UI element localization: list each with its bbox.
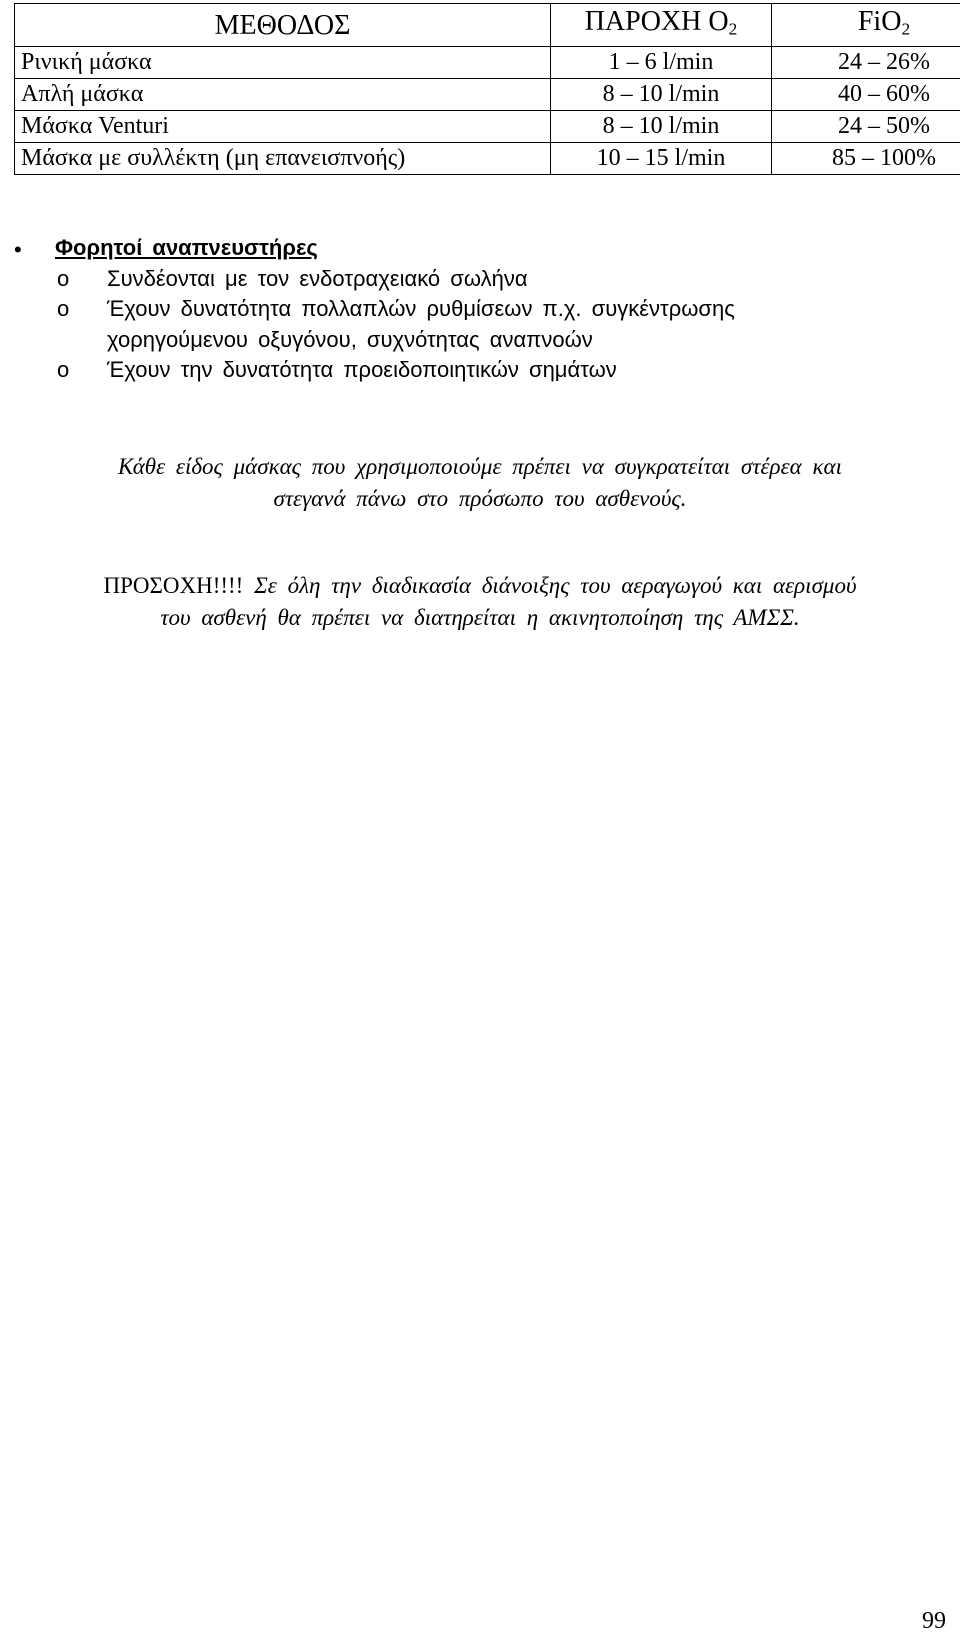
warning-line bbox=[24, 570, 936, 602]
cell-fio2: 24 – 26% bbox=[772, 47, 960, 79]
cell-method: Μάσκα Venturi bbox=[15, 111, 551, 143]
note-line: στεγανά πάνω στο πρόσωπο του ασθενούς. bbox=[273, 486, 687, 511]
cell-method: Ρινική μάσκα bbox=[15, 47, 551, 79]
circle-bullet-icon: o bbox=[57, 357, 70, 382]
cell-fio2: 24 – 50% bbox=[772, 111, 960, 143]
warning-lead: ΠΡΟΣΟΧΗ!!!! bbox=[103, 573, 244, 598]
list-item-text: Έχουν την δυνατότητα προειδοποιητικών σημάτων bbox=[107, 357, 617, 382]
oxygen-delivery-table bbox=[14, 3, 960, 175]
cell-supply: 10 – 15 l/min bbox=[551, 143, 772, 175]
cell-method: Μάσκα με συλλέκτη (μη επανεισπνοής) bbox=[15, 143, 551, 175]
table-row bbox=[15, 143, 960, 175]
table-row bbox=[15, 79, 960, 111]
warning-text: Σε όλη την διαδικασία διάνοιξης του αεραγωγού και αερισμού bbox=[243, 573, 857, 598]
cell-supply: 8 – 10 l/min bbox=[551, 79, 772, 111]
cell-fio2: 85 – 100% bbox=[772, 143, 960, 175]
cell-fio2: 40 – 60% bbox=[772, 79, 960, 111]
list-heading: Φορητοί αναπνευστήρες bbox=[55, 235, 318, 260]
table-row bbox=[15, 47, 960, 79]
header-supply: ΠΑΡΟΧΗ $O_2$ bbox=[551, 4, 772, 47]
cell-supply: 1 – 6 l/min bbox=[551, 47, 772, 79]
mask-note bbox=[30, 451, 930, 515]
page-number: 99 bbox=[922, 1608, 946, 1634]
header-method: ΜΕΘΟΔΟΣ bbox=[15, 4, 551, 47]
note-line: Κάθε είδος μάσκας που χρησιμοποιούμε πρέπει να συγκρατείται στέρεα και bbox=[118, 454, 842, 479]
list-item-text: Έχουν δυνατότητα πολλαπλών ρυθμίσεων π.χ. συγκέντρωσης bbox=[107, 296, 735, 321]
header-fio2: FiO$_2$ bbox=[772, 4, 960, 47]
list-item-text: χορηγούμενου οξυγόνου, συχνότητας αναπνοών bbox=[107, 327, 593, 352]
circle-bullet-icon: o bbox=[57, 296, 70, 321]
cell-supply: 8 – 10 l/min bbox=[551, 111, 772, 143]
warning-line: του ασθενή θα πρέπει να διατηρείται η ακινητοποίηση της ΑΜΣΣ. bbox=[160, 605, 800, 630]
table-header-row bbox=[15, 4, 960, 47]
cell-method: Απλή μάσκα bbox=[15, 79, 551, 111]
warning-paragraph bbox=[24, 570, 936, 634]
table-row bbox=[15, 111, 960, 143]
bullet-icon: • bbox=[14, 237, 22, 262]
list-item-text: Συνδέονται με τον ενδοτραχειακό σωλήνα bbox=[107, 266, 528, 291]
circle-bullet-icon: o bbox=[57, 266, 70, 291]
